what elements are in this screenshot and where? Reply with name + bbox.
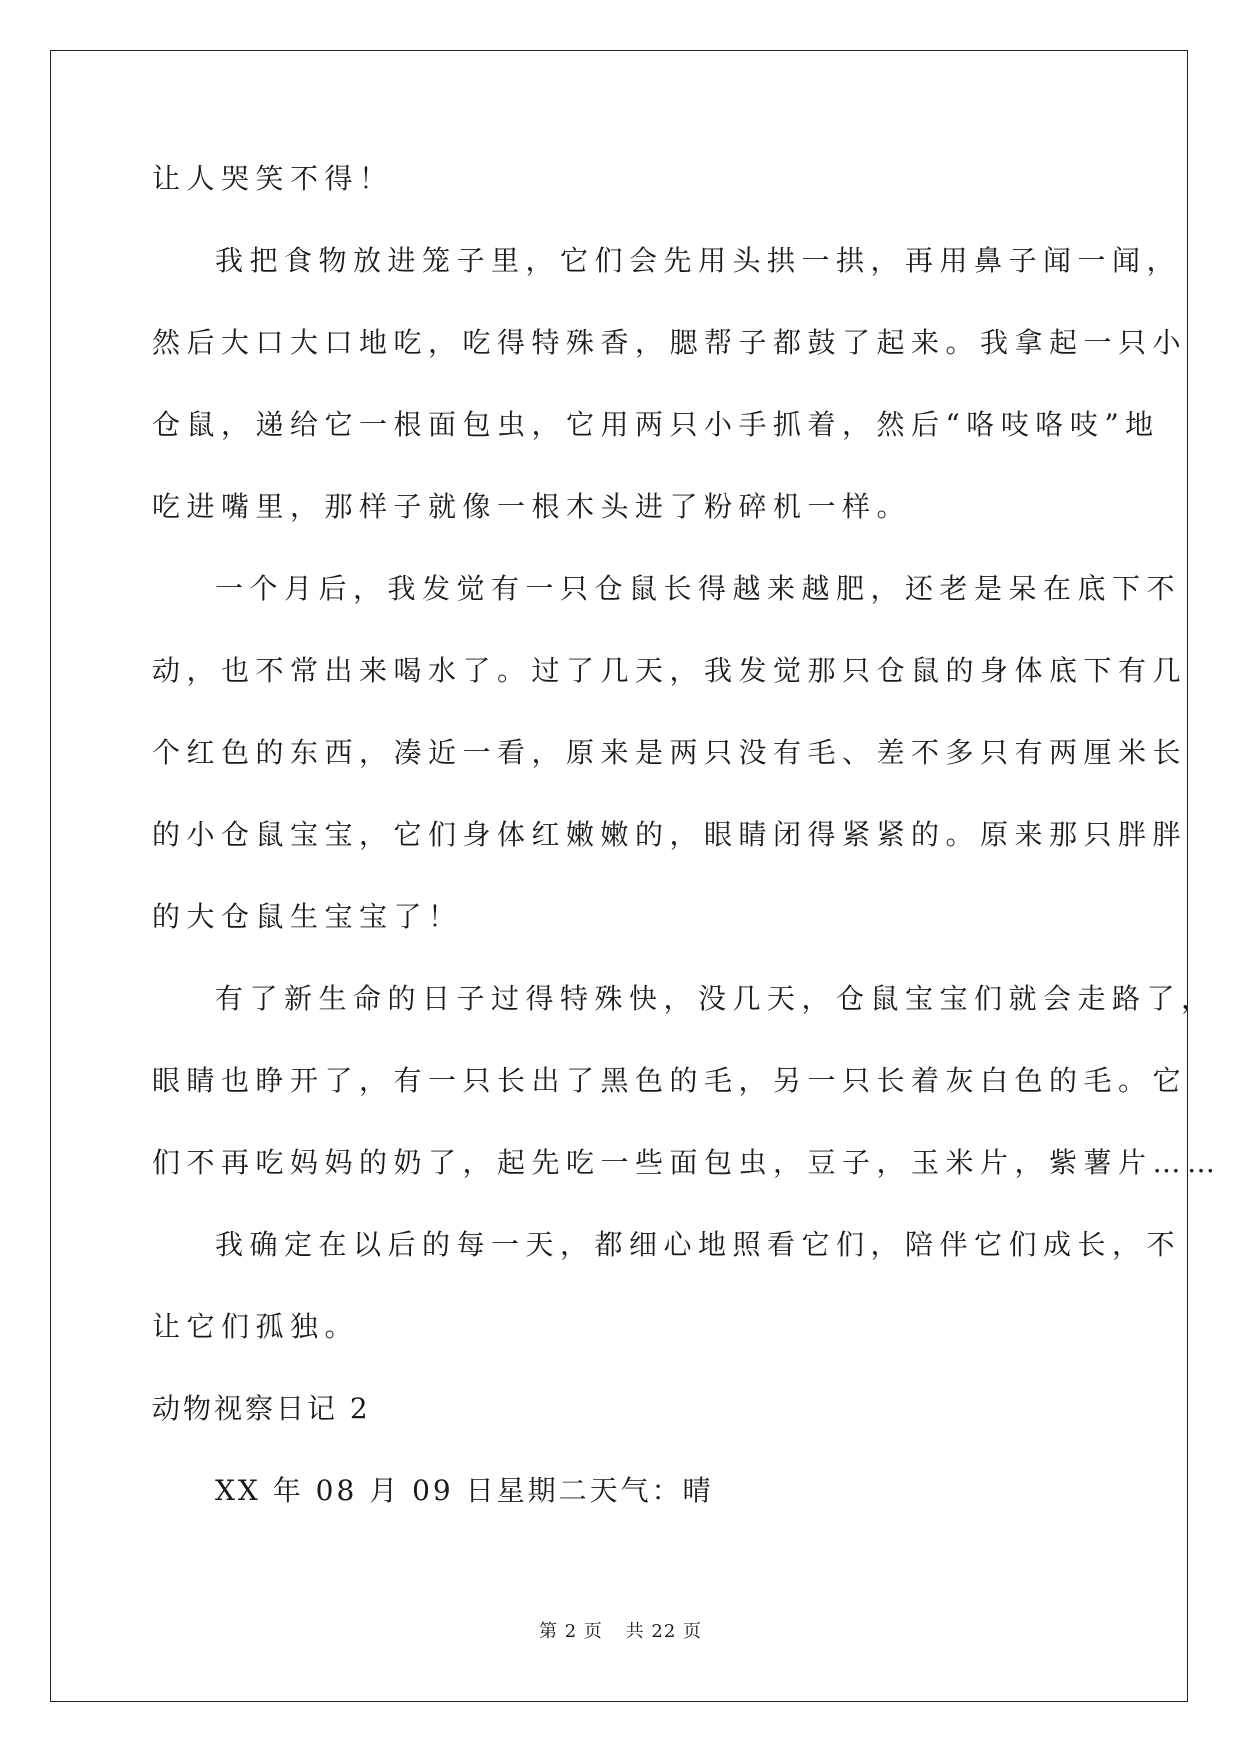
text-line: 眼睛也睁开了，有一只长出了黑色的毛，另一只长着灰白色的毛。它	[152, 1064, 1188, 1097]
text-line: 们不再吃妈妈的奶了，起先吃一些面包虫，豆子，玉米片，紫薯片……	[152, 1146, 1222, 1179]
section-heading: 动物视察日记 2	[152, 1392, 371, 1425]
diary-date-line: XX 年 08 月 09 日星期二天气：晴	[215, 1474, 714, 1507]
text-line: 动，也不常出来喝水了。过了几天，我发觉那只仓鼠的身体底下有几	[152, 654, 1188, 687]
text-line: 的大仓鼠生宝宝了！	[152, 900, 463, 933]
text-line: 吃进嘴里，那样子就像一根木头进了粉碎机一样。	[152, 490, 912, 523]
text-line: 让它们孤独。	[152, 1310, 360, 1343]
text-line: 仓鼠，递给它一根面包虫，它用两只小手抓着，然后“咯吱咯吱”地	[152, 408, 1160, 441]
paragraph-start: 我把食物放进笼子里，它们会先用头拱一拱，再用鼻子闻一闻，	[215, 244, 1182, 277]
page-total: 共 22 页	[625, 1621, 702, 1642]
paragraph-start: 我确定在以后的每一天，都细心地照看它们，陪伴它们成长，不	[215, 1228, 1182, 1261]
text-line: 然后大口大口地吃，吃得特殊香，腮帮子都鼓了起来。我拿起一只小	[152, 326, 1188, 359]
page-footer	[0, 1617, 1241, 1643]
document-body	[152, 160, 1222, 1554]
text-line: 让人哭笑不得！	[152, 162, 394, 195]
text-line: 的小仓鼠宝宝，它们身体红嫩嫩的，眼睛闭得紧紧的。原来那只胖胖	[152, 818, 1188, 851]
page-number: 第 2 页	[539, 1621, 603, 1642]
paragraph-start: 一个月后，我发觉有一只仓鼠长得越来越肥，还老是呆在底下不	[215, 572, 1182, 605]
paragraph-start: 有了新生命的日子过得特殊快，没几天，仓鼠宝宝们就会走路了，	[215, 982, 1216, 1015]
text-line: 个红色的东西，凑近一看，原来是两只没有毛、差不多只有两厘米长	[152, 736, 1188, 769]
